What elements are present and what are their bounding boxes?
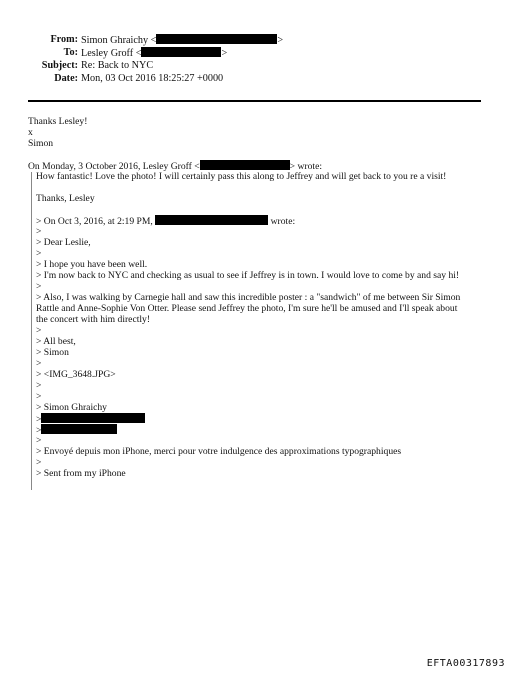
redaction-box: [156, 34, 277, 44]
header-divider: [28, 100, 481, 102]
from-close: >: [277, 35, 284, 46]
reply-line-3: Simon: [28, 138, 54, 149]
subject-label: Subject:: [41, 60, 78, 71]
quoted-attachment: > <IMG_3648.JPG>: [36, 369, 116, 380]
redaction-box: [41, 424, 117, 434]
reply-line-2: x: [28, 127, 33, 138]
from-label: From:: [50, 34, 78, 45]
quote-marker: >: [36, 457, 42, 468]
quote-marker: >: [36, 435, 42, 446]
quote-marker: >: [36, 391, 42, 402]
to-value: Lesley Groff <: [81, 48, 142, 59]
quote-marker: >: [36, 226, 42, 237]
date-value: Mon, 03 Oct 2016 18:25:27 +0000: [81, 73, 224, 84]
quoted-simon: > Simon: [36, 347, 69, 358]
quote-marker: >: [36, 248, 42, 259]
redaction-box: [141, 47, 221, 57]
quoted-signature-name: > Simon Ghraichy: [36, 402, 107, 413]
subject-value: Re: Back to NYC: [81, 60, 154, 71]
quote-marker: >: [36, 380, 42, 391]
quote-bar: [31, 172, 32, 490]
quoted-signature-redacted-1: >: [36, 413, 145, 425]
quoted-thanks: Thanks, Lesley: [36, 193, 95, 204]
quoted-signature-redacted-2: >: [36, 424, 117, 436]
quote-marker: >: [36, 325, 42, 336]
quoted-dear: > Dear Leslie,: [36, 237, 91, 248]
quoted-also-3: the concert with him directly!: [36, 314, 151, 325]
to-label: To:: [63, 47, 78, 58]
quoted-back: > I'm now back to NYC and checking as usual to see if Jeffrey is in town. I would love to come by and say hi!: [36, 270, 460, 281]
quoted-sent: > Sent from my iPhone: [36, 468, 126, 479]
quoted-all-best: > All best,: [36, 336, 76, 347]
bates-number: EFTA00317893: [426, 658, 505, 669]
from-value: Simon Ghraichy <: [81, 35, 157, 46]
quoted-also-1: > Also, I was walking by Carnegie hall and saw this incredible poster : a "sandwich" of me between Sir Simon: [36, 292, 461, 303]
quoted-body: How fantastic! Love the photo! I will certainly pass this along to Jeffrey and will get back to you re a visit!: [36, 171, 447, 182]
quoted-also-2: Rattle and Anne-Sophie Von Otter. Please send Jeffrey the photo, I'm sure he'll be amused and I'll speak about: [36, 303, 458, 314]
redaction-box: [200, 160, 290, 170]
to-close: >: [221, 48, 228, 59]
inner-intro: > On Oct 3, 2016, at 2:19 PM, wrote:: [36, 216, 296, 227]
quote-marker: >: [36, 281, 42, 292]
quote-marker: >: [36, 358, 42, 369]
quoted-hope: > I hope you have been well.: [36, 259, 148, 270]
reply-line-1: Thanks Lesley!: [28, 116, 88, 127]
quoted-intro: On Monday, 3 October 2016, Lesley Groff < > wrote:: [28, 161, 322, 172]
quoted-envoye: > Envoyé depuis mon iPhone, merci pour votre indulgence des approximations typographiques: [36, 446, 402, 457]
date-label: Date:: [54, 73, 78, 84]
redaction-box: [155, 215, 268, 225]
redaction-box: [41, 413, 145, 423]
